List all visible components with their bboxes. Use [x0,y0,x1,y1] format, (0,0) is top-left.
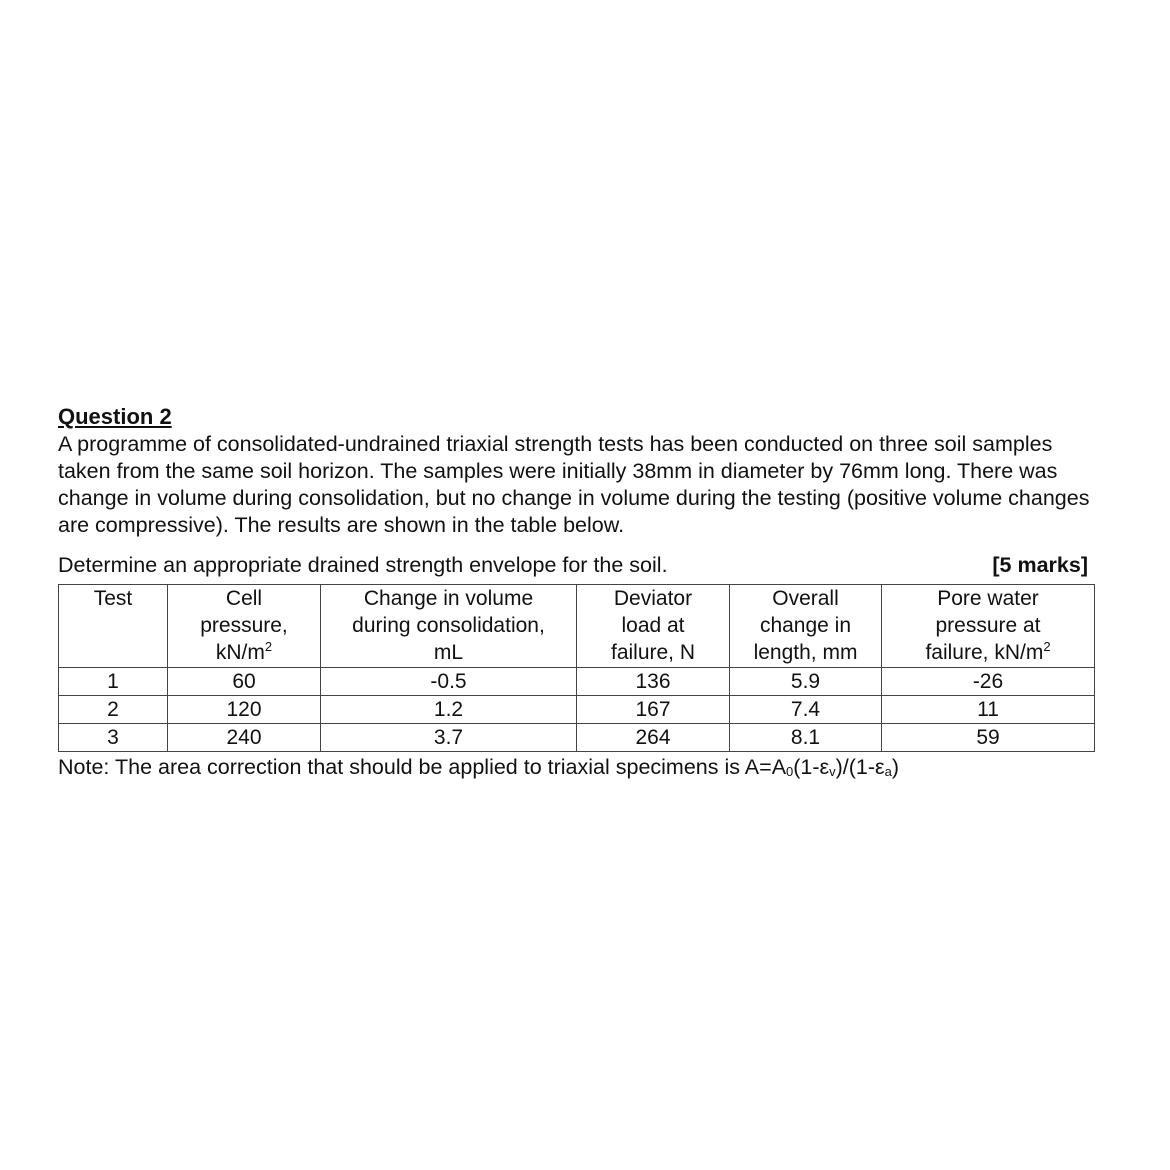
table-row [59,696,1095,724]
cell-length-change: 5.9 [730,668,882,696]
header-test: Test [59,585,168,668]
cell-pore-pressure: -26 [882,668,1095,696]
header-cell-pressure: Cell pressure, $kN/m^2$ [168,585,321,668]
cell-length-change: 7.4 [730,696,882,724]
cell-volume-change: -0.5 [321,668,577,696]
question-title: Question 2 [58,404,172,429]
question-block [58,403,1094,781]
cell-volume-change: 1.2 [321,696,577,724]
cell-pore-pressure: 59 [882,724,1095,752]
question-paragraph: A programme of consolidated-undrained triaxial strength tests has been conducted on three soil samples taken from the same soil horizon. The samples were initially 38mm in diameter by 76mm long. There was change in volume during consolidation, but no change in volume during the testing (positive volume changes are compressive). The results are shown in the table below. [58,432,1090,537]
table-row [59,668,1095,696]
cell-length-change: 8.1 [730,724,882,752]
cell-deviator-load: 167 [577,696,730,724]
results-table [58,584,1095,752]
cell-test: 3 [59,724,168,752]
cell-cell-pressure: 240 [168,724,321,752]
header-volume-change: Change in volume during consolidation, mL [321,585,577,668]
task-row [58,551,1094,579]
cell-volume-change: 3.7 [321,724,577,752]
table-row [59,724,1095,752]
area-correction-note: Note: The area correction that should be applied to triaxial specimens is $A=A_0(1-\varepsilon_v)/(1-\varepsilon_a)$ [58,755,900,779]
cell-cell-pressure: 120 [168,696,321,724]
task-instruction: Determine an appropriate drained strength envelope for the soil. [58,553,668,577]
header-length-change: Overall change in length, mm [730,585,882,668]
cell-pore-pressure: 11 [882,696,1095,724]
marks-label: [5 marks] [992,553,1088,577]
cell-test: 2 [59,696,168,724]
cell-deviator-load: 136 [577,668,730,696]
header-pore-pressure: Pore water pressure at failure, $kN/m^2$ [882,585,1095,668]
cell-test: 1 [59,668,168,696]
cell-cell-pressure: 60 [168,668,321,696]
cell-deviator-load: 264 [577,724,730,752]
header-deviator-load: Deviator load at failure, N [577,585,730,668]
header-row [59,585,1095,668]
